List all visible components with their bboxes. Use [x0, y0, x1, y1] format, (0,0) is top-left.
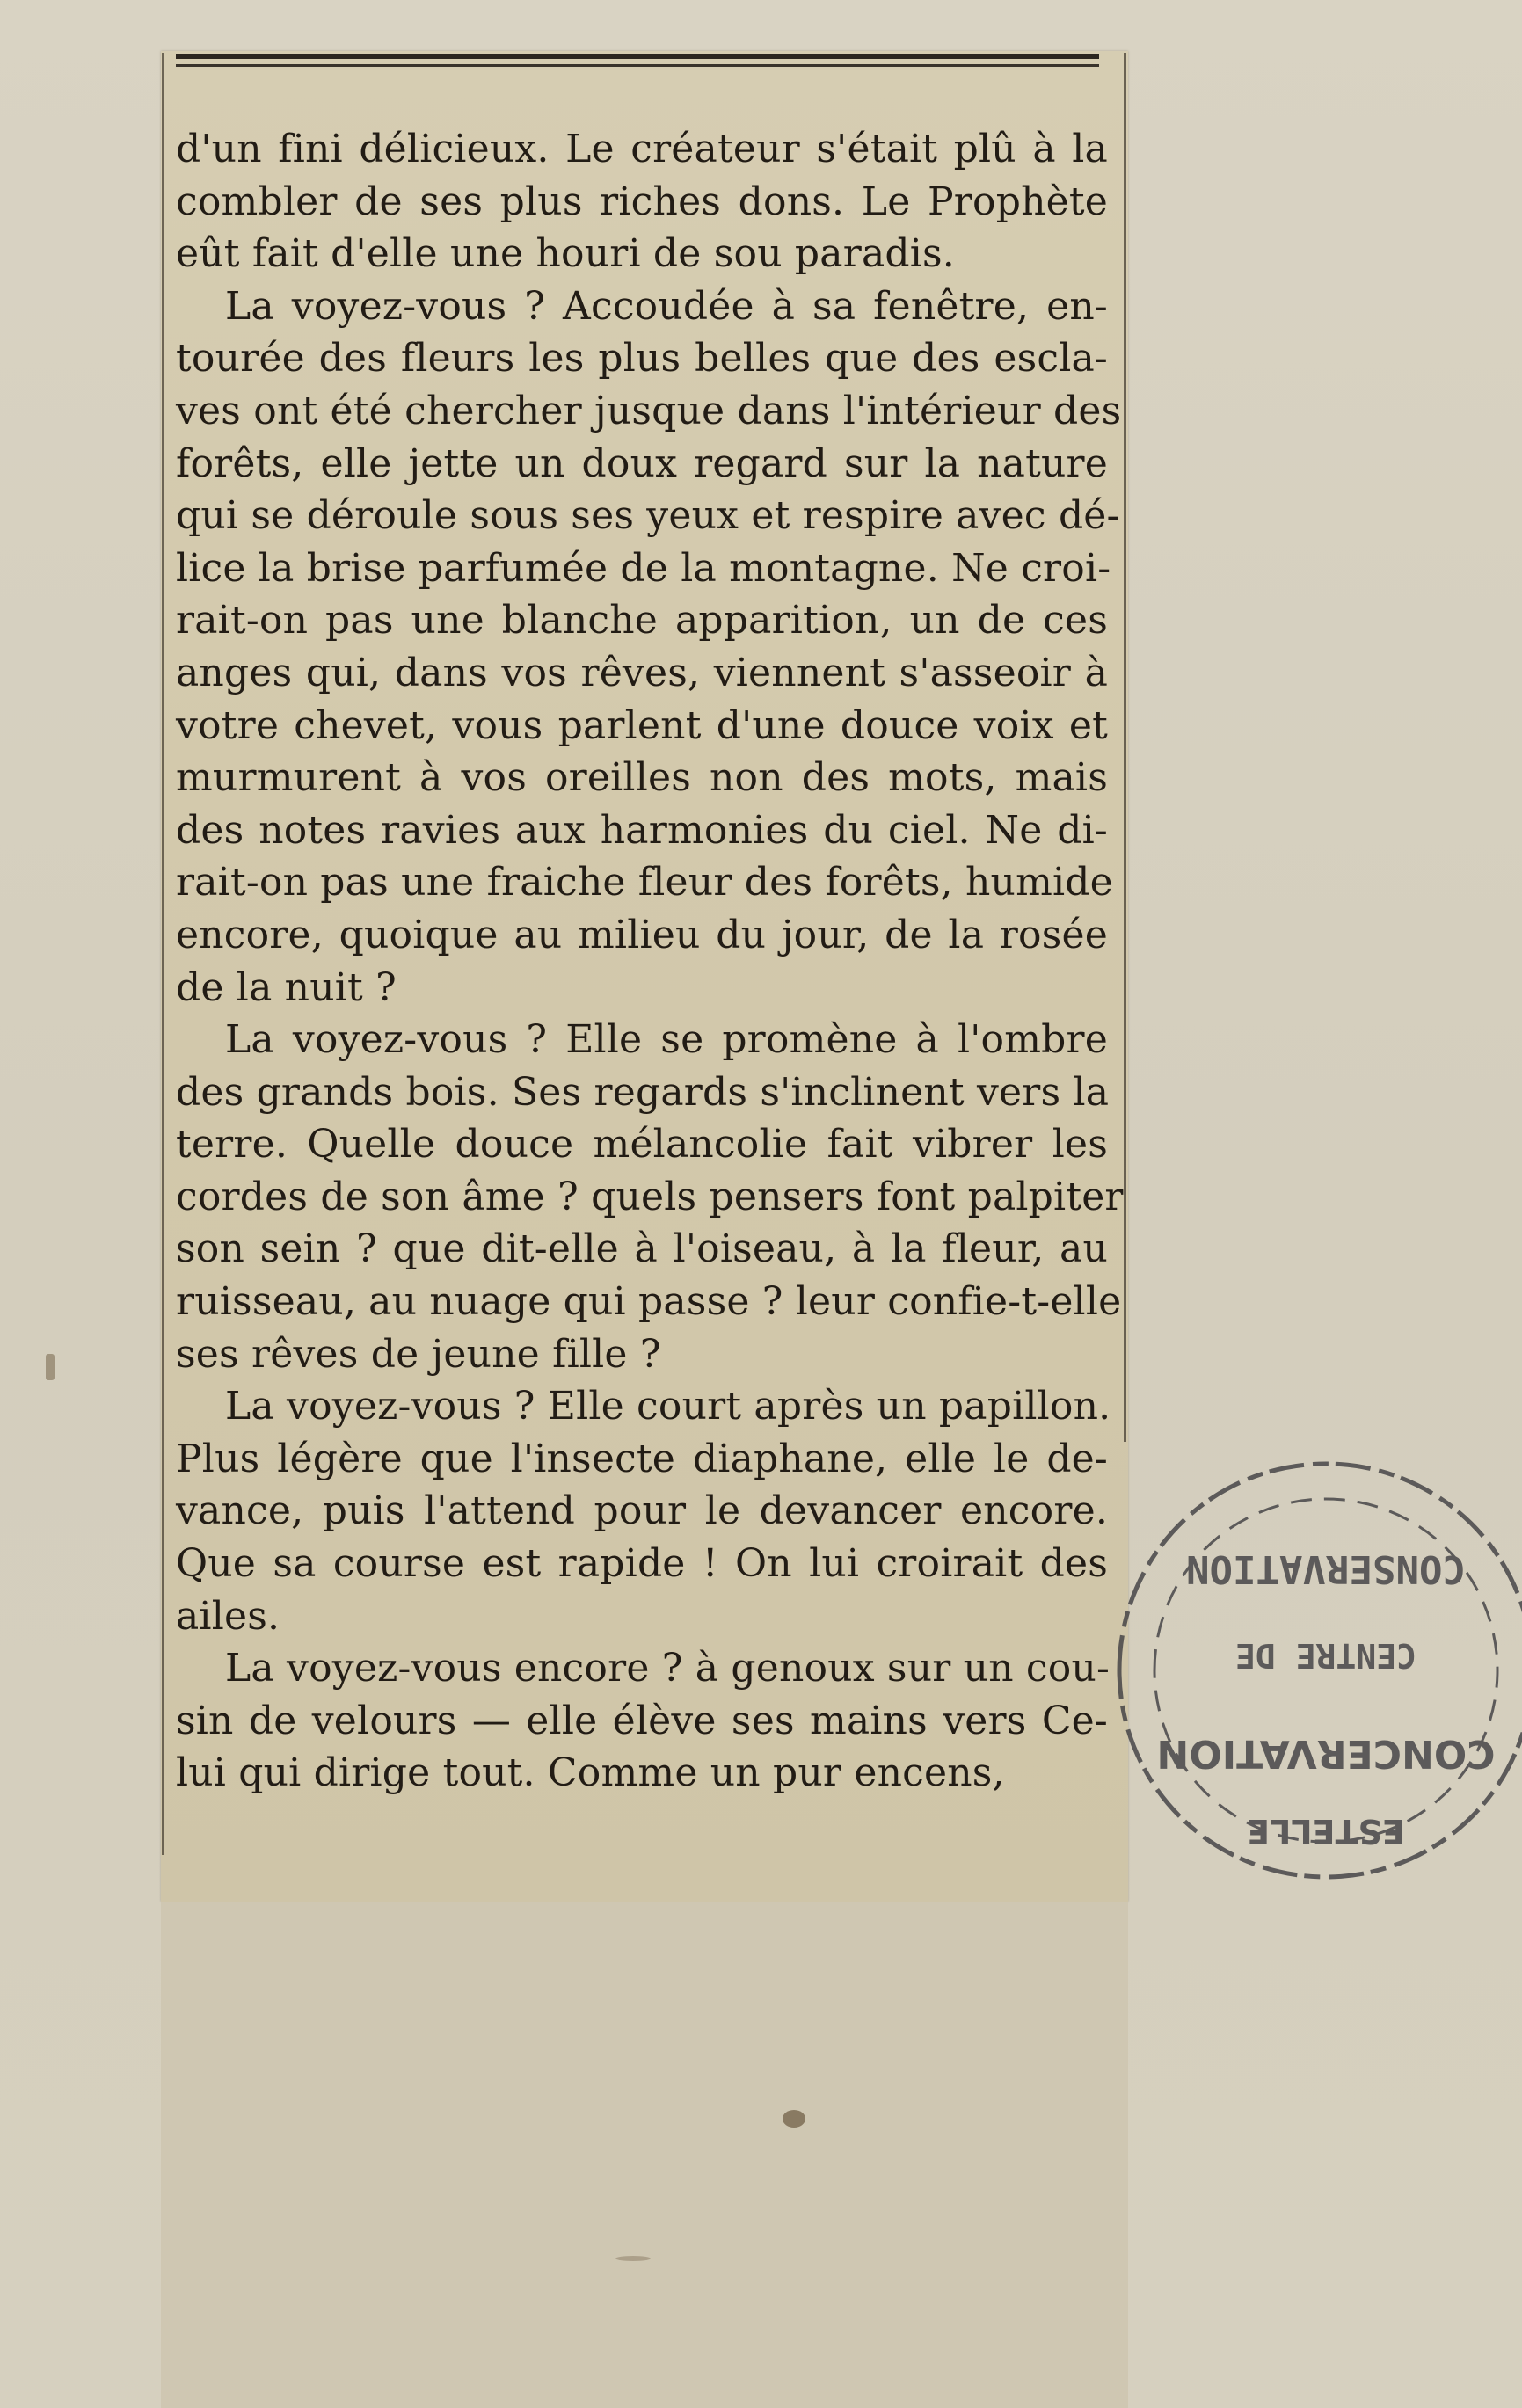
article-line: vance, puis l'attend pour le devancer encore. [176, 1488, 1108, 1534]
article-line: La voyez-vous ? Elle court après un papillon. [225, 1384, 1111, 1430]
article-line: encore, quoique au milieu du jour, de la rosée [176, 912, 1108, 957]
rule-thick [176, 54, 1099, 59]
article-line: ses rêves de jeune fille ? [176, 1331, 661, 1377]
article-line: lui qui dirige tout. Comme un pur encens, [176, 1750, 1005, 1796]
article-line: ves ont été chercher jusque dans l'intérieur des [176, 388, 1122, 433]
paper-speck [783, 2110, 805, 2128]
column-top-rule [176, 51, 1099, 72]
article-line: des notes ravies aux harmonies du ciel. Ne di- [176, 807, 1108, 853]
rule-thin [176, 64, 1099, 67]
article-line: Que sa course est rapide ! On lui croirait des [176, 1541, 1108, 1587]
article-line: La voyez-vous encore ? à genoux sur un cou- [225, 1646, 1111, 1691]
article-line: ailes. [176, 1593, 280, 1639]
stamp-text-2: CENTRE DE [1235, 1636, 1416, 1675]
article-line: terre. Quelle douce mélancolie fait vibrer les [176, 1122, 1108, 1168]
article-line: La voyez-vous ? Elle se promène à l'ombre [225, 1017, 1108, 1063]
article-line: eût fait d'elle une houri de sou paradis. [176, 231, 955, 277]
article-line: votre chevet, vous parlent d'une douce voix et [176, 702, 1108, 748]
article-line: combler de ses plus riches dons. Le Prophète [176, 178, 1108, 224]
column-right-edge [1124, 53, 1126, 1442]
paper-speck [46, 1354, 55, 1380]
stamp-text-3: CONCERVATION [1156, 1731, 1496, 1776]
article-line: son sein ? que dit-elle à l'oiseau, à la fleur, au [176, 1226, 1108, 1272]
article-line: murmurent à vos oreilles non des mots, mais [176, 755, 1108, 801]
stamp-text-4: ESTELLE [1247, 1812, 1405, 1851]
article-line: d'un fini délicieux. Le créateur s'était plû à la [176, 127, 1108, 171]
article-line: tourée des fleurs les plus belles que des escla- [176, 336, 1108, 382]
article-line: anges qui, dans vos rêves, viennent s'asseoir à [176, 650, 1108, 695]
article-line: Plus légère que l'insecte diaphane, elle le de- [176, 1436, 1108, 1481]
article-line: lice la brise parfumée de la montagne. Ne croi- [176, 545, 1111, 591]
article-line: de la nuit ? [176, 964, 397, 1010]
article-line: ruisseau, au nuage qui passe ? leur confie-t-elle [176, 1279, 1122, 1325]
stamp-text-1: CONSERVATION [1186, 1546, 1466, 1591]
article-line: des grands bois. Ses regards s'inclinent vers la [176, 1069, 1110, 1115]
article-line: sin de velours — elle élève ses mains vers Ce- [176, 1698, 1108, 1743]
article-line: qui se déroule sous ses yeux et respire avec dé- [176, 493, 1120, 539]
article-text-column [176, 123, 1124, 1800]
paper-speck [615, 2256, 651, 2261]
column-left-edge [162, 53, 164, 1855]
backing-sheet [161, 1902, 1128, 2408]
article-line: forêts, elle jette un doux regard sur la nature [176, 440, 1108, 486]
article-line: rait-on pas une blanche apparition, un de ces [176, 598, 1108, 644]
article-line: rait-on pas une fraiche fleur des forêts, humide [176, 860, 1113, 906]
article-line: cordes de son âme ? quels pensers font palpiter [176, 1174, 1124, 1219]
article-line: La voyez-vous ? Accoudée à sa fenêtre, en- [225, 283, 1108, 329]
